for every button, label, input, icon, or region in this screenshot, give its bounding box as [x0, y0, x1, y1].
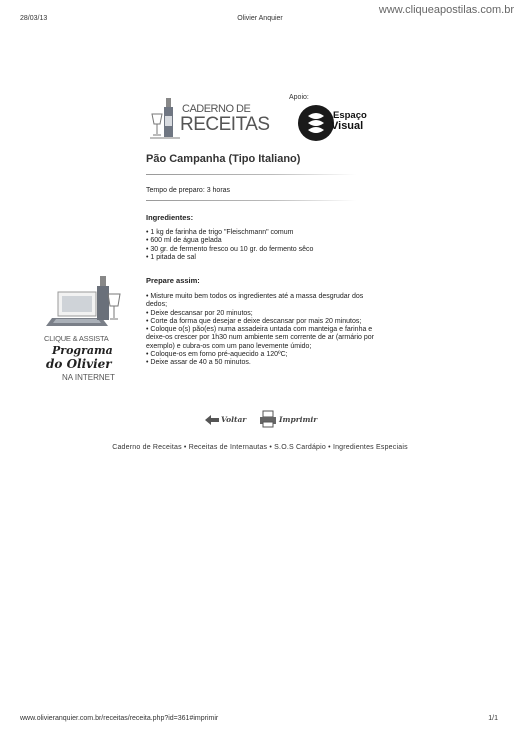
back-arrow-icon	[204, 413, 220, 427]
method-step: • Coloque o(s) pão(es) numa assadeira untada com manteiga e farinha e deixe-os crescer por 1h30 num ambiente sem corrente de ar (armário por exemplo) e cubra-os com um pano levemente úmido;	[146, 326, 374, 350]
print-date: 28/03/13	[20, 15, 48, 22]
ingredient-item: • 1 pitada de sal	[146, 253, 196, 261]
method-step: • Deixe assar de 40 a 50 minutos.	[146, 359, 251, 367]
method-heading: Prepare assim:	[146, 276, 200, 285]
back-label: Voltar	[221, 415, 247, 424]
ingredients-heading: Ingredientes:	[146, 213, 194, 222]
logo-line-1: CADERNO DE	[182, 103, 251, 115]
printer-icon	[259, 410, 277, 428]
method-step: • Corte da forma que desejar e deixe descansar por mais 20 minutos;	[146, 317, 362, 325]
espaco-visual-logo[interactable]	[297, 104, 369, 142]
sponsor-name-line-1: Espaço	[333, 110, 367, 121]
prep-divider	[146, 200, 356, 201]
print-title: Olivier Anquier	[237, 15, 283, 22]
ingredients-list	[146, 229, 386, 262]
ingredient-item: • 30 gr. de fermento fresco ou 10 gr. do fermento sêco	[146, 245, 314, 253]
promo-line-1: CLIQUE & ASSISTA	[44, 334, 109, 343]
watermark-url: www.cliqueapostilas.com.br	[378, 4, 514, 16]
ingredient-item: • 600 ml de água gelada	[146, 237, 222, 245]
laptop-wine-icon	[44, 272, 124, 330]
print-page-number: 1/1	[488, 715, 498, 722]
caderno-de-receitas-logo[interactable]	[148, 94, 270, 142]
espaco-visual-emblem-icon	[297, 104, 335, 142]
print-button[interactable]	[259, 409, 319, 429]
prep-time: Tempo de preparo: 3 horas	[146, 187, 231, 194]
sponsor-name-line-2: Visual	[331, 120, 364, 132]
logo-line-2: RECEITAS	[180, 114, 270, 135]
method-list	[146, 293, 376, 368]
method-step: • Misture muito bem todos os ingredientes até a massa desgrudar dos dedos;	[146, 293, 364, 309]
promo-line-4: NA INTERNET	[62, 373, 115, 382]
sponsor-label: Apoio:	[289, 94, 309, 101]
recipe-title: Pão Campanha (Tipo Italiano)	[146, 153, 301, 165]
back-button[interactable]	[204, 411, 248, 429]
method-step: • Coloque-os em forno pré-aquecido a 120ºC;	[146, 351, 288, 359]
promo-line-3: do Olivier	[46, 357, 112, 371]
method-step: • Deixe descansar por 20 minutos;	[146, 309, 253, 317]
title-divider	[146, 174, 356, 175]
ingredient-item: • 1 kg de farinha de trigo "Fleischmann" comum	[146, 229, 294, 236]
promo-line-2: Programa	[52, 344, 113, 357]
print-label: Imprimir	[279, 415, 318, 424]
print-url: www.olivieranquier.com.br/receitas/receita.php?id=361#imprimir	[20, 715, 219, 722]
programa-do-olivier-banner[interactable]	[38, 272, 130, 392]
footer-nav-links[interactable]: Caderno de Receitas • Receitas de Internautas • S.O.S Cardápio • Ingredientes Especiais	[112, 444, 408, 451]
bottle-glass-icon	[148, 94, 182, 142]
